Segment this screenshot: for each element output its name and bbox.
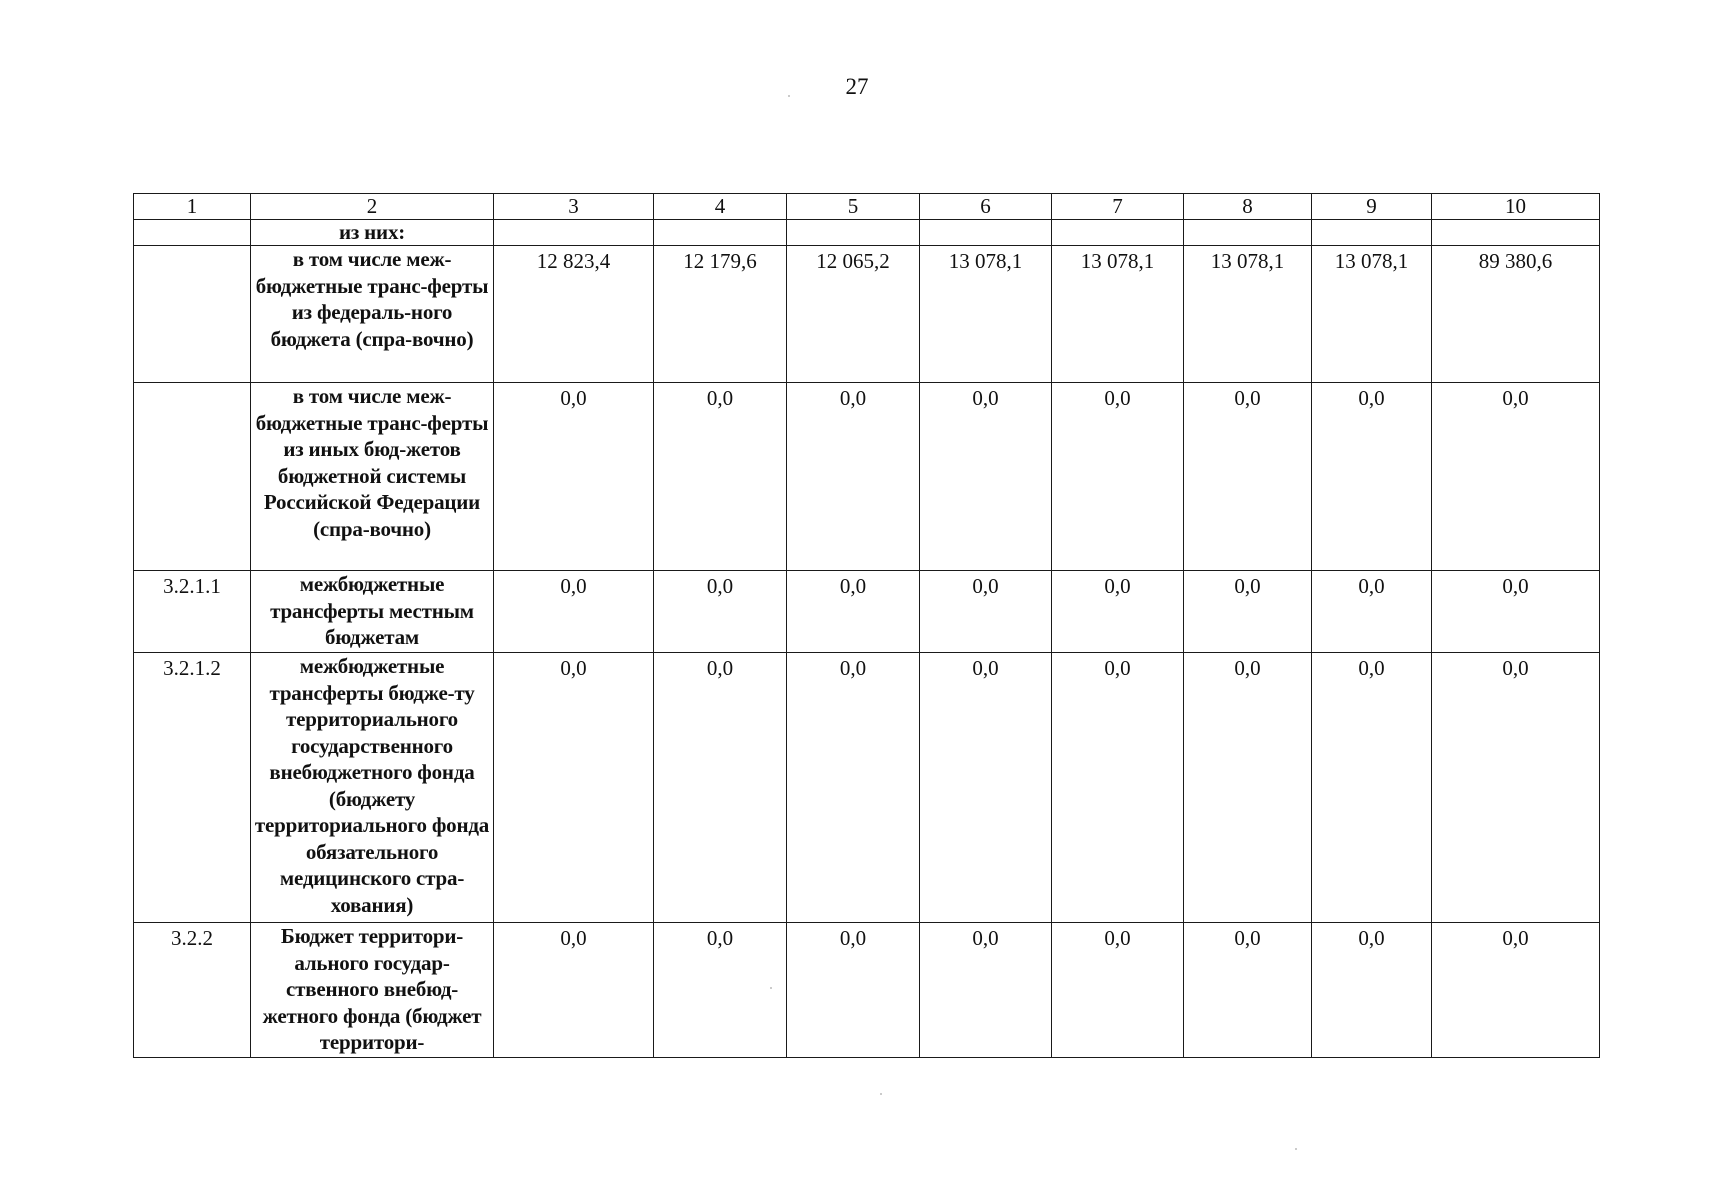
value-cell: 0,0 bbox=[1184, 571, 1312, 653]
empty-cell bbox=[787, 220, 920, 246]
row-code: 3.2.1.1 bbox=[134, 571, 251, 653]
empty-cell bbox=[654, 220, 787, 246]
column-header: 5 bbox=[787, 194, 920, 220]
value-cell: 0,0 bbox=[654, 923, 787, 1058]
row-description: в том числе меж-бюджетные транс-ферты из федераль-ного бюджета (спра-вочно) bbox=[251, 246, 494, 383]
row-code: 3.2.2 bbox=[134, 923, 251, 1058]
empty-cell bbox=[1184, 220, 1312, 246]
row-description: межбюджетные трансферты местным бюджетам bbox=[251, 571, 494, 653]
value-cell: 0,0 bbox=[920, 383, 1052, 571]
column-header: 3 bbox=[494, 194, 654, 220]
column-header: 10 bbox=[1432, 194, 1600, 220]
empty-cell bbox=[494, 220, 654, 246]
value-cell: 0,0 bbox=[787, 571, 920, 653]
value-cell: 0,0 bbox=[920, 923, 1052, 1058]
row-description: Бюджет территори-ального государ-ственного внебюд-жетного фонда (бюджет территори- bbox=[251, 923, 494, 1058]
empty-cell bbox=[1052, 220, 1184, 246]
value-cell: 0,0 bbox=[1312, 923, 1432, 1058]
value-cell: 0,0 bbox=[920, 653, 1052, 923]
scan-speck bbox=[1295, 1148, 1297, 1150]
value-cell: 0,0 bbox=[920, 571, 1052, 653]
column-number-row bbox=[134, 194, 1600, 220]
column-header: 2 bbox=[251, 194, 494, 220]
scan-speck bbox=[770, 987, 772, 989]
value-cell: 12 179,6 bbox=[654, 246, 787, 383]
subheader-label: из них: bbox=[251, 220, 494, 246]
column-header: 8 bbox=[1184, 194, 1312, 220]
value-cell: 0,0 bbox=[1312, 653, 1432, 923]
column-header: 7 bbox=[1052, 194, 1184, 220]
column-header: 6 bbox=[920, 194, 1052, 220]
value-cell: 0,0 bbox=[787, 383, 920, 571]
column-header: 1 bbox=[134, 194, 251, 220]
column-header: 9 bbox=[1312, 194, 1432, 220]
value-cell: 13 078,1 bbox=[920, 246, 1052, 383]
scan-speck bbox=[880, 1093, 882, 1095]
value-cell: 0,0 bbox=[1432, 383, 1600, 571]
empty-cell bbox=[1432, 220, 1600, 246]
value-cell: 13 078,1 bbox=[1312, 246, 1432, 383]
value-cell: 0,0 bbox=[654, 383, 787, 571]
table-row bbox=[134, 653, 1600, 923]
value-cell: 12 065,2 bbox=[787, 246, 920, 383]
value-cell: 0,0 bbox=[1312, 571, 1432, 653]
value-cell: 0,0 bbox=[1052, 923, 1184, 1058]
value-cell: 0,0 bbox=[654, 571, 787, 653]
row-code bbox=[134, 246, 251, 383]
value-cell: 13 078,1 bbox=[1052, 246, 1184, 383]
value-cell: 0,0 bbox=[1184, 923, 1312, 1058]
value-cell: 12 823,4 bbox=[494, 246, 654, 383]
column-header: 4 bbox=[654, 194, 787, 220]
row-code: 3.2.1.2 bbox=[134, 653, 251, 923]
row-code bbox=[134, 383, 251, 571]
value-cell: 0,0 bbox=[1184, 383, 1312, 571]
value-cell: 0,0 bbox=[787, 653, 920, 923]
value-cell: 0,0 bbox=[1184, 653, 1312, 923]
scan-speck bbox=[788, 95, 790, 97]
table-row bbox=[134, 571, 1600, 653]
value-cell: 0,0 bbox=[1432, 653, 1600, 923]
empty-cell bbox=[920, 220, 1052, 246]
value-cell: 89 380,6 bbox=[1432, 246, 1600, 383]
value-cell: 0,0 bbox=[1432, 923, 1600, 1058]
value-cell: 0,0 bbox=[494, 383, 654, 571]
empty-cell bbox=[134, 220, 251, 246]
value-cell: 0,0 bbox=[1432, 571, 1600, 653]
table-row bbox=[134, 923, 1600, 1058]
empty-cell bbox=[1312, 220, 1432, 246]
value-cell: 0,0 bbox=[654, 653, 787, 923]
value-cell: 0,0 bbox=[494, 923, 654, 1058]
value-cell: 0,0 bbox=[1052, 571, 1184, 653]
budget-table bbox=[133, 193, 1600, 1058]
value-cell: 0,0 bbox=[1312, 383, 1432, 571]
value-cell: 0,0 bbox=[1052, 383, 1184, 571]
value-cell: 0,0 bbox=[1052, 653, 1184, 923]
value-cell: 13 078,1 bbox=[1184, 246, 1312, 383]
table-row bbox=[134, 383, 1600, 571]
table-row bbox=[134, 246, 1600, 383]
row-description: в том числе меж-бюджетные транс-ферты из иных бюд-жетов бюджетной системы Российской Федерации (спра-вочно) bbox=[251, 383, 494, 571]
subheader-row bbox=[134, 220, 1600, 246]
value-cell: 0,0 bbox=[787, 923, 920, 1058]
page-number: 27 bbox=[845, 74, 869, 99]
row-description: межбюджетные трансферты бюдже-ту территориального государственного внебюджетного фонда (бюджету территориального фонда обязательного медицинского стра-хования) bbox=[251, 653, 494, 923]
value-cell: 0,0 bbox=[494, 653, 654, 923]
value-cell: 0,0 bbox=[494, 571, 654, 653]
